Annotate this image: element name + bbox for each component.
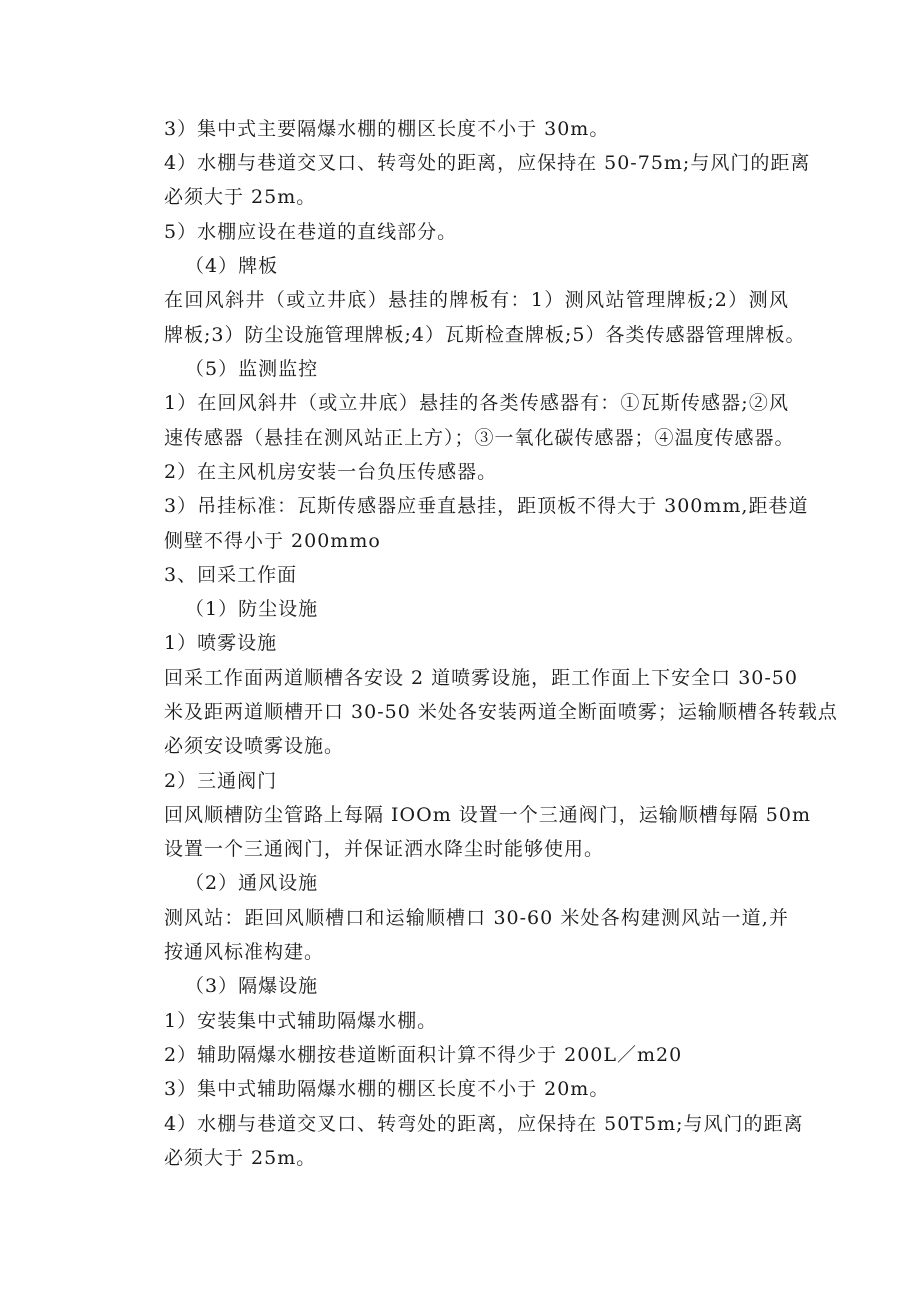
text-line: 按通风标准构建。 xyxy=(164,941,325,963)
text-line: 2）三通阀门 xyxy=(164,770,278,792)
text-line: 3）集中式辅助隔爆水棚的棚区长度不小于 20m。 xyxy=(164,1078,610,1100)
text-line: 4）水棚与巷道交叉口、转弯处的距离，应保持在 50T5m;与风门的距离 xyxy=(164,1113,804,1135)
text-line: 侧壁不得小于 200mmo xyxy=(164,530,381,552)
text-line: 设置一个三通阀门，并保证洒水降尘时能够使用。 xyxy=(164,838,605,860)
text-line: 回采工作面两道顺槽各安设 2 道喷雾设施，距工作面上下安全口 30-50 xyxy=(164,667,798,689)
text-line: 1）在回风斜井（或立井底）悬挂的各类传感器有：①瓦斯传感器;②风 xyxy=(164,392,789,414)
text-line: 4）水棚与巷道交叉口、转弯处的距离，应保持在 50-75m;与风门的距离 xyxy=(164,152,811,174)
section-heading: （2）通风设施 xyxy=(185,872,319,894)
text-line: 在回风斜井（或立井底）悬挂的牌板有：1）测风站管理牌板;2）测风 xyxy=(164,289,789,311)
text-line: 3）集中式主要隔爆水棚的棚区长度不小于 30m。 xyxy=(164,118,610,140)
section-heading: （5）监测监控 xyxy=(185,358,319,380)
text-line: 2）在主风机房安装一台负压传感器。 xyxy=(164,461,498,483)
text-line: 必须大于 25m。 xyxy=(164,186,317,208)
section-heading: （3）隔爆设施 xyxy=(185,975,319,997)
text-line: 回风顺槽防尘管路上每隔 IOOm 设置一个三通阀门，运输顺槽每隔 50m xyxy=(164,804,811,826)
section-heading: 3、回采工作面 xyxy=(164,564,298,586)
text-line: 2）辅助隔爆水棚按巷道断面积计算不得少于 200L／m20 xyxy=(164,1044,683,1066)
text-line: 牌板;3）防尘设施管理牌板;4）瓦斯检查牌板;5）各类传感器管理牌板。 xyxy=(164,324,806,346)
text-line: 必须大于 25m。 xyxy=(164,1147,317,1169)
section-heading: （4）牌板 xyxy=(185,255,279,277)
text-line: 1）安装集中式辅助隔爆水棚。 xyxy=(164,1010,438,1032)
section-heading: （1）防尘设施 xyxy=(185,598,319,620)
text-line: 必须安设喷雾设施。 xyxy=(164,735,345,757)
text-line: 5）水棚应设在巷道的直线部分。 xyxy=(164,221,458,243)
text-line: 测风站：距回风顺槽口和运输顺槽口 30-60 米处各构建测风站一道,并 xyxy=(164,907,789,929)
text-line: 米及距两道顺槽开口 30-50 米处各安装两道全断面喷雾；运输顺槽各转载点 xyxy=(164,701,838,723)
text-line: 速传感器（悬挂在测风站正上方）；③一氧化碳传感器；④温度传感器。 xyxy=(164,427,795,449)
text-line: 3）吊挂标准：瓦斯传感器应垂直悬挂，距顶板不得大于 300mm,距巷道 xyxy=(164,495,809,517)
text-line: 1）喷雾设施 xyxy=(164,632,278,654)
